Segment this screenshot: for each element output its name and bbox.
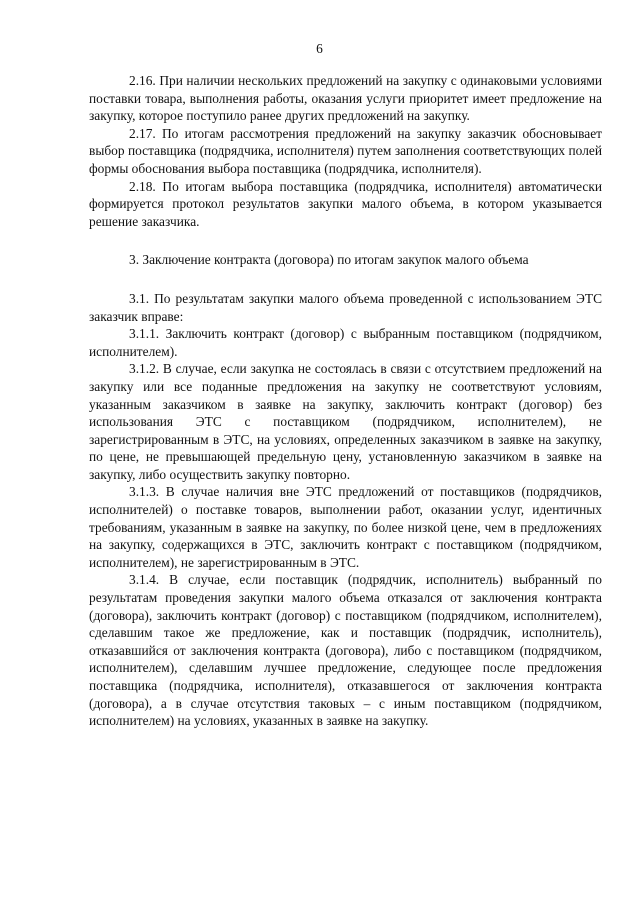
paragraph-3-1-1: 3.1.1. Заключить контракт (договор) с выбранным поставщиком (подрядчиком, исполнителем).: [89, 326, 602, 359]
paragraph-3-1: 3.1. По результатам закупки малого объема проведенной с использованием ЭТС заказчик вправе:: [89, 290, 602, 324]
paragraph-3-1-3: 3.1.3. В случае наличия вне ЭТС предложений от поставщиков (подрядчиков, исполнителей) о поставке товаров, выполнении работ, оказании услуг, идентичных требованиям, указанным в заявке на закупку, по более низкой цене, чем в предложениях на закупку, содержащихся в ЭТС, заключить контракт с поставщиком (подрядчиком, исполнителем), не зарегистрированным в ЭТС.: [89, 484, 602, 570]
document-body: [89, 72, 602, 730]
paragraph-2-16: 2.16. При наличии нескольких предложений на закупку с одинаковыми условиями поставки товара, выполнения работы, оказания услуги приоритет имеет предложение на закупку, которое поступило ранее других предложений на закупку.: [89, 73, 602, 124]
paragraph-2-18: 2.18. По итогам выбора поставщика (подрядчика, исполнителя) автоматически формируется протокол результатов закупки малого объема, в котором указывается решение заказчика.: [89, 178, 602, 229]
paragraph-3-1-2: 3.1.2. В случае, если закупка не состоялась в связи с отсутствием предложений на закупку или все поданные предложения на закупку не соответствуют условиям, указанным заказчиком в заявке на закупку, заключить контракт (договор) без использования ЭТС с поставщиком (подрядчиком, исполнителем), не зарегистрированным в ЭТС, на условиях, определенных заказчиком в заявке на закупку, по цене, не превышающей предельную цену, установленную заказчиком в заявке на закупку, либо осуществить закупку повторно.: [89, 361, 602, 482]
paragraph-2-17: 2.17. По итогам рассмотрения предложений на закупку заказчик обосновывает выбор поставщика (подрядчика, исполнителя) путем заполнения соответствующих полей формы обоснования выбора поставщика (подрядчика, исполнителя).: [89, 125, 602, 176]
page-number: 6: [316, 41, 323, 56]
section-heading: 3. Заключение контракта (договора) по итогам закупок малого объема: [129, 252, 529, 268]
paragraph-3-1-4: 3.1.4. В случае, если поставщик (подрядчик, исполнитель) выбранный по результатам проведения закупки малого объема отказался от заключения контракта (договора), заключить контракт (договор) с поставщиком (подрядчиком, исполнителем), сделавшим такое же предложение, как и поставщик (подрядчик, исполнитель), отказавшийся от заключения контракта (договора), либо с поставщиком (подрядчиком, исполнителем), сделавшим лучшее предложение, следующее после предложения поставщика (подрядчика, исполнителя), отказавшегося от заключения контракта (договора), а в случае отсутствия таковых – с иным поставщиком (подрядчиком, исполнителем) на условиях, указанных в заявке на закупку.: [89, 572, 602, 729]
